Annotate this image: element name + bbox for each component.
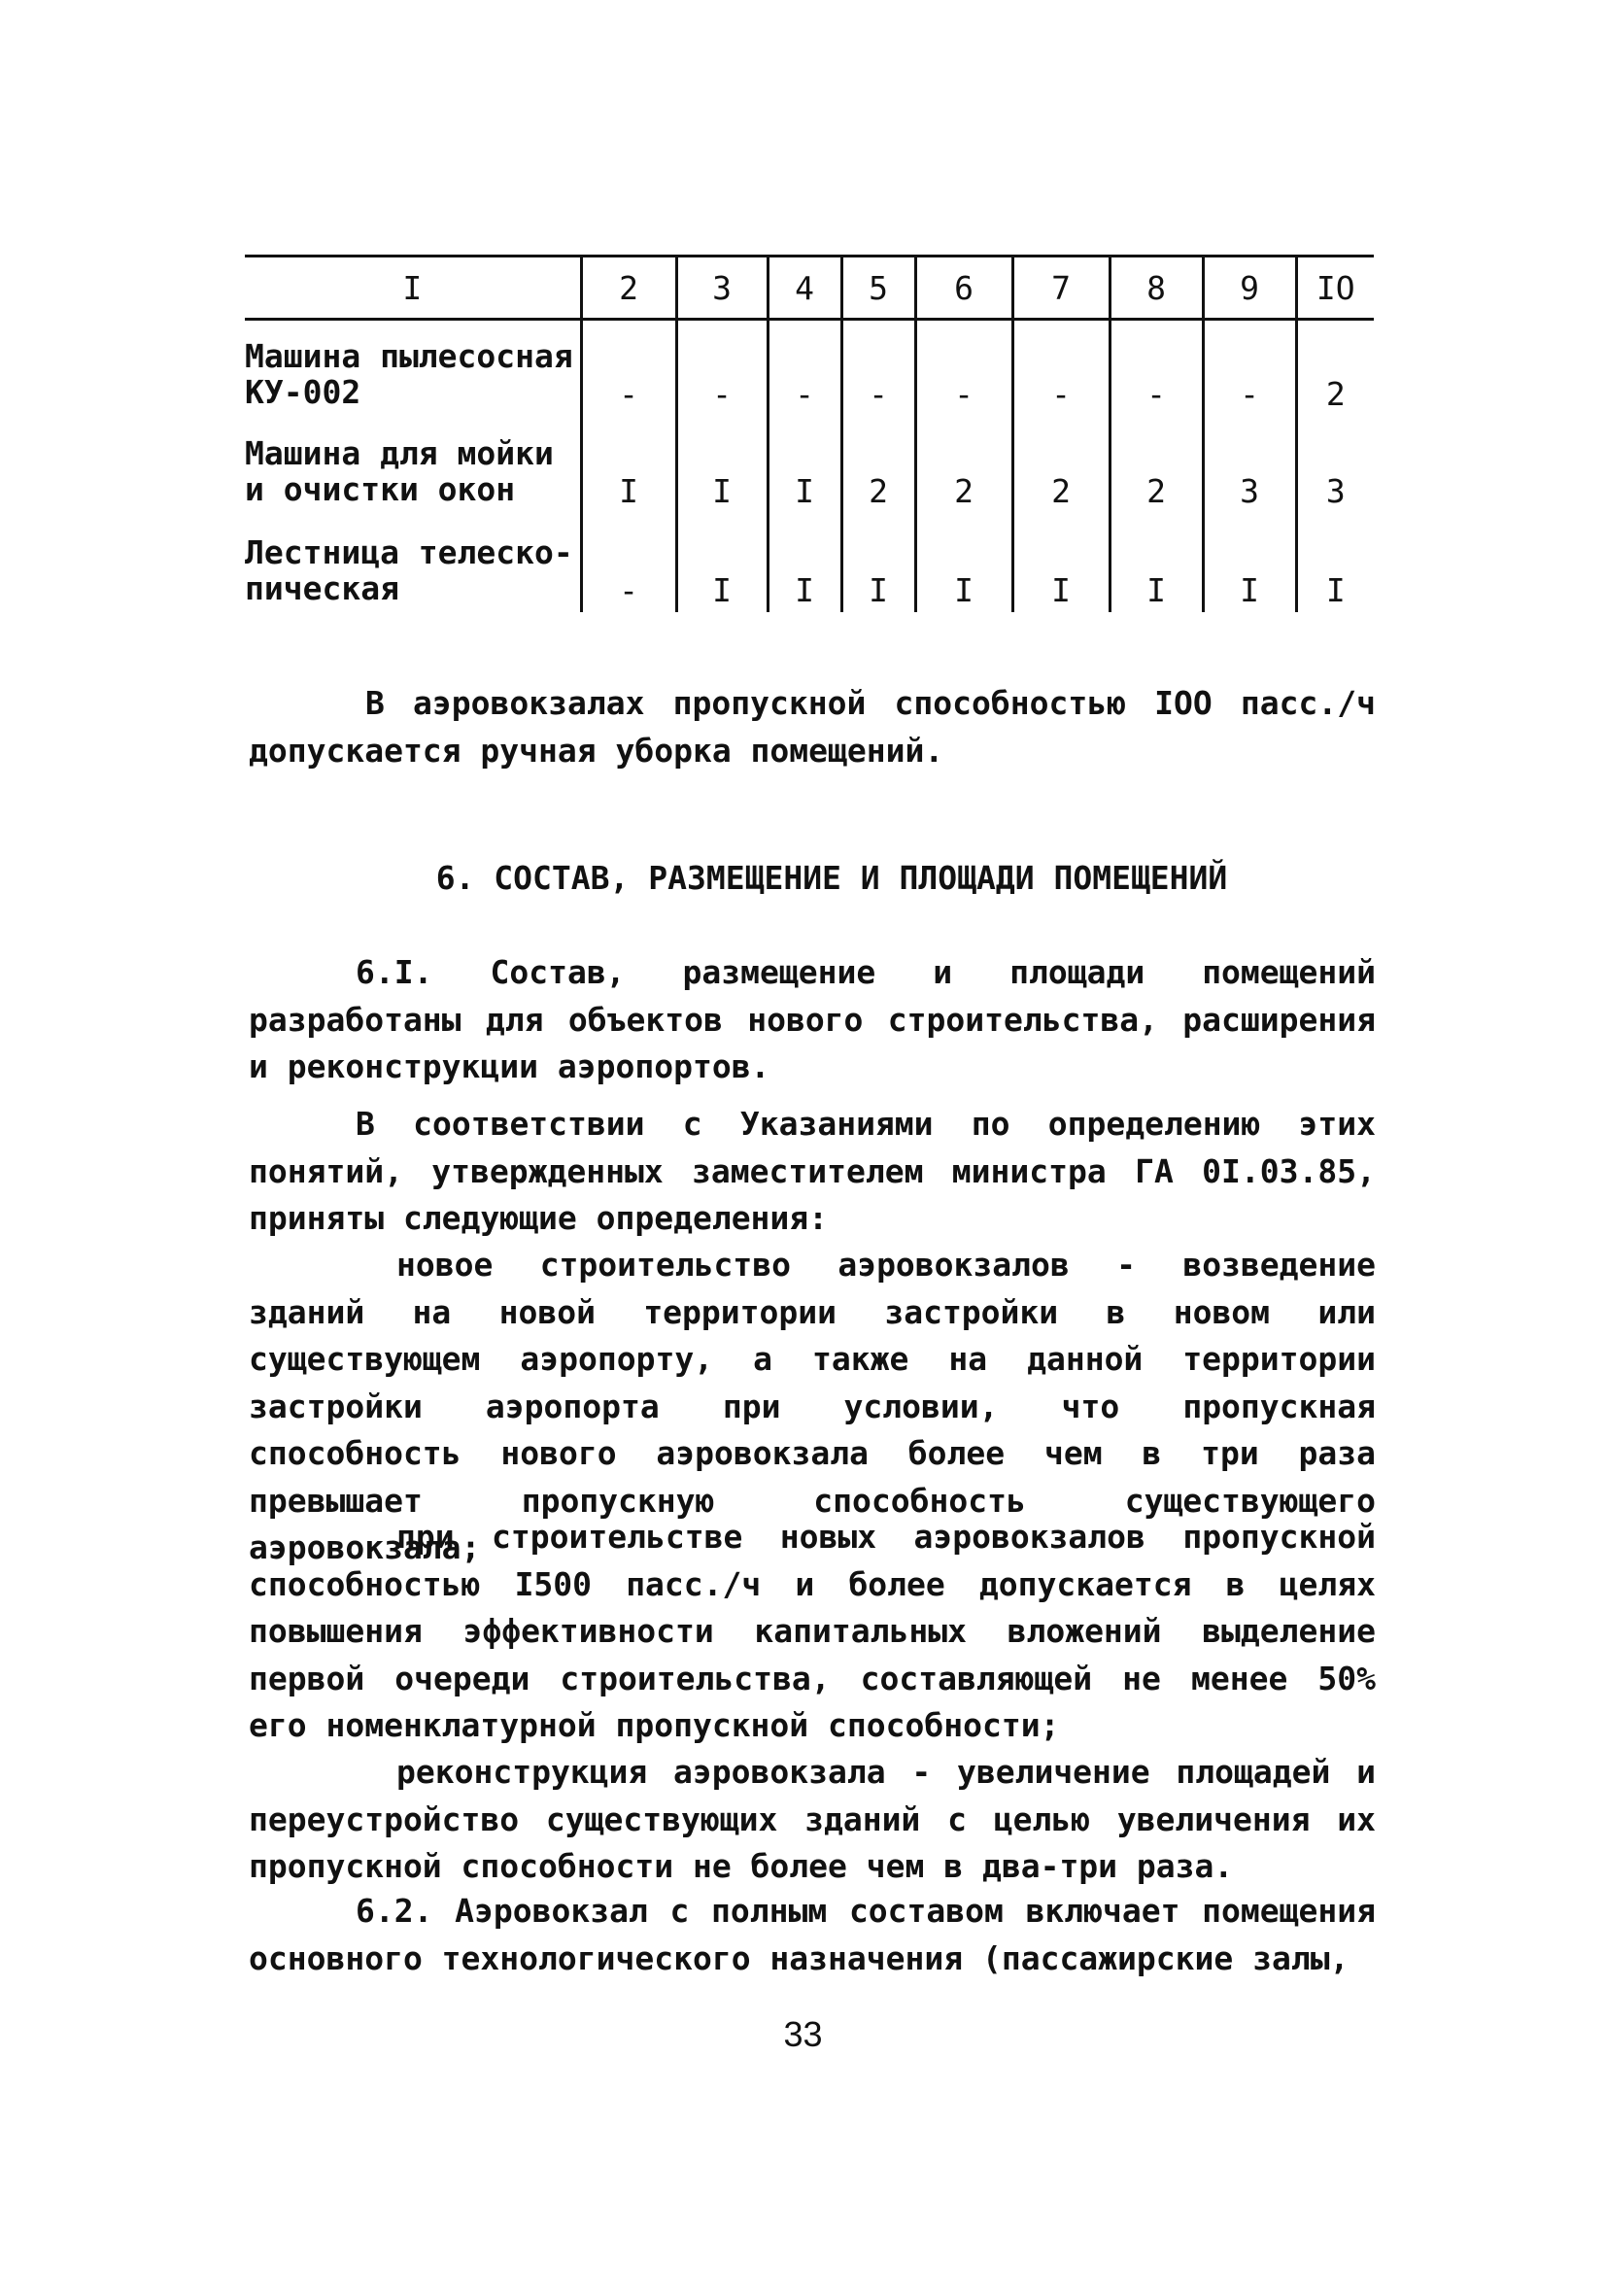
table-cell: 2 [915,416,1012,513]
table-cell: - [581,320,676,417]
table-row [245,320,1374,417]
table-cell: I [1012,513,1110,612]
paragraph-definitions-intro: В соответствии с Указаниями по определению этих понятий, утвержденных заместителем министра ГА 0I.03.85, приняты следующие определения: [249,1105,1376,1237]
table-cell: - [1110,320,1203,417]
note-paragraph: В аэровокзалах пропускной способностью IOO пасс./ч допускается ручная уборка помещений. [249,684,1376,770]
table-cell: 2 [1012,416,1110,513]
table-cell: - [1012,320,1110,417]
table-header-cell: I [245,257,581,320]
table-header-cell: 6 [915,257,1012,320]
table-cell: - [581,513,676,612]
table-header-cell: 2 [581,257,676,320]
paragraph-6-2: 6.2. Аэровокзал с полным составом включает помещения основного технологического назначения (пассажирские залы, [249,1892,1376,1977]
row-name-line: Машина для мойки [245,434,554,472]
table-header-cell: 5 [841,257,915,320]
page-number: 33 [783,2014,823,2054]
table-cell: - [1203,320,1296,417]
table-header-cell: 9 [1203,257,1296,320]
table-cell: I [581,416,676,513]
section-heading: 6. СОСТАВ, РАЗМЕЩЕНИЕ И ПЛОЩАДИ ПОМЕЩЕНИЙ [435,859,1228,897]
paragraph-first-stage: при строительстве новых аэровокзалов пропускной способностью I500 пасс./ч и более допускается в целях повышения эффективности капитальных вложений выделение первой очереди строительства, составляющей не менее 50% его номенклатурной пропускной способности; [249,1518,1376,1744]
paragraph-6-1: 6.I. Состав, размещение и площади помещений разработаны для объектов нового строительства, расширения и реконструкции аэропортов. [249,953,1376,1085]
table-header-cell: 3 [676,257,768,320]
table-cell: I [1203,513,1296,612]
table-cell: 3 [1203,416,1296,513]
table-header-cell: 7 [1012,257,1110,320]
table-cell: I [841,513,915,612]
table-cell: I [676,513,768,612]
table-cell: - [841,320,915,417]
table-row [245,513,1374,612]
paragraph-new-construction: новое строительство аэровокзалов - возведение зданий на новой территории застройки в новом или существующем аэропорту, а также на данной территории застройки аэропорта при условии, что пропускная способность нового аэровокзала более чем в три раза превышает пропускную способность существующего аэровокзала; [249,1246,1376,1566]
table-cell: 2 [1110,416,1203,513]
table-header-cell: 8 [1110,257,1203,320]
row-name-line: пическая [245,569,399,607]
table-header-cell: IO [1296,257,1374,320]
table-cell: I [915,513,1012,612]
paragraph-reconstruction: реконструкция аэровокзала - увеличение площадей и переустройство существующих зданий с целью увеличения их пропускной способности не более чем в два-три раза. [249,1753,1376,1885]
table-cell: - [676,320,768,417]
table-cell: - [915,320,1012,417]
equipment-table [245,255,1374,612]
table-header-row [245,257,1374,320]
row-name-line: КУ-002 [245,373,361,411]
table-cell: I [676,416,768,513]
table-cell: 3 [1296,416,1374,513]
table-cell: 2 [1296,320,1374,417]
table-cell: I [768,416,841,513]
table-header-cell: 4 [768,257,841,320]
table-row [245,416,1374,513]
row-name-cell [245,416,581,513]
table-cell: I [1296,513,1374,612]
row-name-cell [245,513,581,612]
row-name-line: и очистки окон [245,470,516,508]
table-cell: 2 [841,416,915,513]
table-cell: I [1110,513,1203,612]
row-name-cell [245,320,581,417]
table-cell: - [768,320,841,417]
table-cell: I [768,513,841,612]
row-name-line: Лестница телеско- [245,533,573,571]
row-name-line: Машина пылесосная [245,337,573,375]
